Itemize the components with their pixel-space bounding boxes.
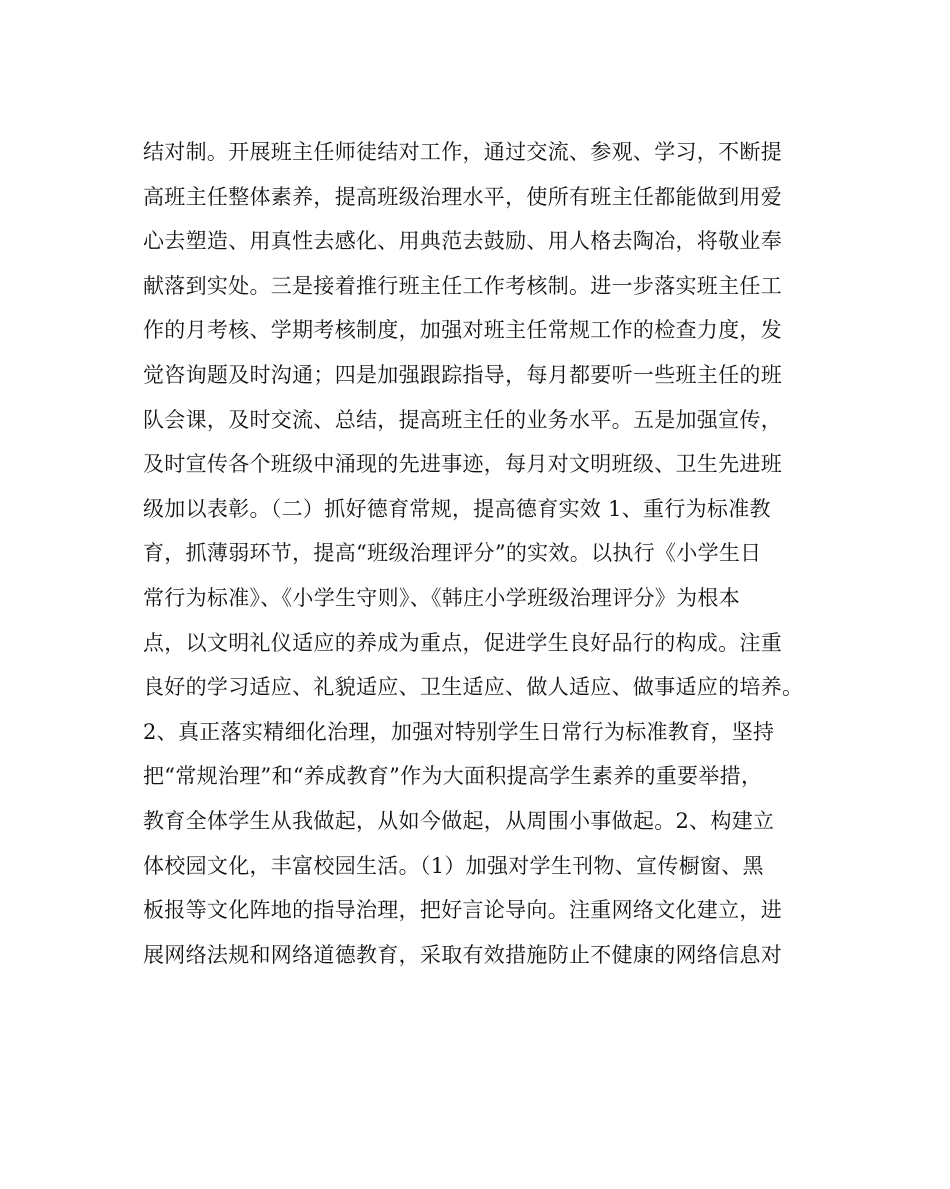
text-line: 体校园文化，丰富校园生活。（1）加强对学生刊物、宣传橱窗、黑	[143, 853, 764, 878]
text-line: 教育全体学生从我做起，从如今做起，从周围小事做起。2、构建立	[143, 808, 775, 833]
text-line: 点，以文明礼仪适应的养成为重点，促进学生良好品行的构成。注重	[143, 630, 782, 655]
text-line: 育，抓薄弱环节，提高“班级治理评分”的实效。以执行《小学生日	[143, 541, 762, 566]
text-line: 心去塑造、用真性去感化、用典范去鼓励、用人格去陶冶，将敬业奉	[143, 229, 782, 254]
body-text	[143, 130, 823, 977]
text-line: 结对制。开展班主任师徒结对工作，通过交流、参观、学习，不断提	[143, 140, 782, 164]
text-line: 队会课，及时交流、总结，提高班主任的业务水平。五是加强宣传，	[143, 407, 782, 432]
text-line: 2、真正落实精细化治理，加强对特别学生日常行为标准教育，坚持	[143, 719, 775, 744]
text-line: 级加以表彰。（二）抓好德育常规，提高德育实效 1、重行为标准教	[143, 496, 771, 521]
text-line: 常行为标准》、《小学生守则》、《韩庄小学班级治理评分》为根本	[143, 585, 740, 610]
text-line: 高班主任整体素养，提高班级治理水平，使所有班主任都能做到用爱	[143, 184, 782, 209]
text-line: 献落到实处。三是接着推行班主任工作考核制。进一步落实班主任工	[143, 273, 782, 298]
text-line: 展网络法规和网络道德教育，采取有效措施防止不健康的网络信息对	[143, 942, 782, 967]
text-line: 觉咨询题及时沟通；四是加强跟踪指导，每月都要听一些班主任的班	[143, 362, 782, 387]
text-line: 及时宣传各个班级中涌现的先进事迹，每月对文明班级、卫生先进班	[143, 452, 782, 477]
text-line: 作的月考核、学期考核制度，加强对班主任常规工作的检查力度，发	[143, 318, 782, 343]
text-line: 把“常规治理”和“养成教育”作为大面积提高学生素养的重要举措，	[143, 764, 763, 789]
text-line: 良好的学习适应、礼貌适应、卫生适应、做人适应、做事适应的培养。	[143, 675, 804, 700]
text-line: 板报等文化阵地的指导治理，把好言论导向。注重网络文化建立，进	[143, 898, 782, 923]
